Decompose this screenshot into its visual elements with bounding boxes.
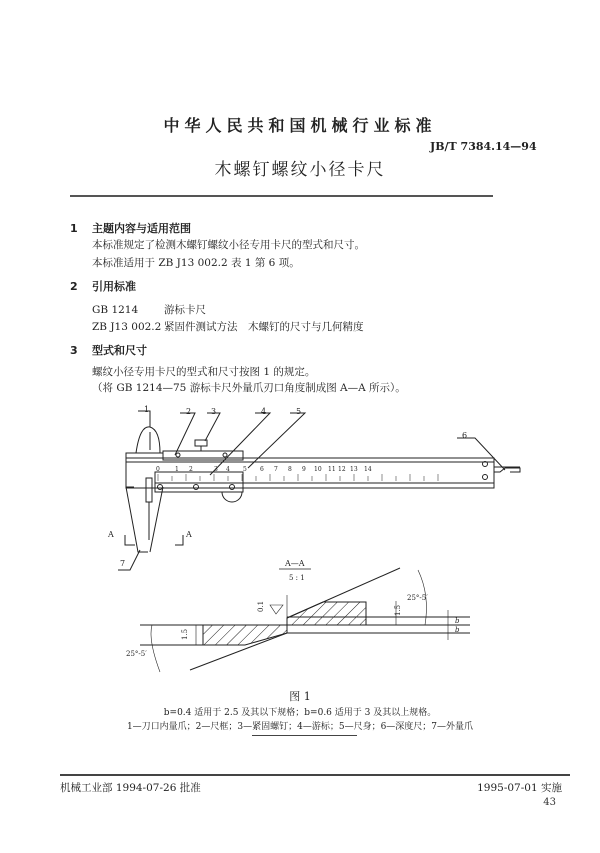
svg-text:14: 14 [364, 466, 372, 473]
implementation-date: 1995-07-01 实施 [477, 782, 562, 794]
svg-text:25°-5′: 25°-5′ [407, 594, 428, 602]
reference-title: 紧固件测试方法 木螺钉的尺寸与几何精度 [164, 321, 364, 333]
svg-text:A: A [186, 530, 192, 539]
end-rule [252, 735, 357, 736]
section-1-paragraph-1: 本标准规定了检测木螺钉螺纹小径专用卡尺的型式和尺寸。 [92, 239, 365, 251]
document-title: 木螺钉螺纹小径卡尺 [214, 160, 386, 180]
svg-text:3: 3 [214, 466, 218, 473]
svg-text:8: 8 [288, 466, 292, 473]
reference-code: GB 1214 [92, 304, 139, 316]
svg-text:3: 3 [211, 407, 217, 416]
svg-text:10: 10 [314, 466, 322, 473]
svg-text:2: 2 [186, 407, 192, 416]
svg-text:1.5: 1.5 [394, 604, 402, 616]
issuing-organization: 中华人民共和国机械行业标准 [163, 116, 437, 135]
svg-text:13: 13 [350, 466, 358, 473]
svg-text:25°-5′: 25°-5′ [126, 650, 147, 658]
section-1-heading: 1 主题内容与适用范围 [70, 222, 191, 235]
svg-text:6: 6 [260, 466, 264, 473]
figure-note: b=0.4 适用于 2.5 及其以下规格；b=0.6 适用于 3 及其以上规格。 [163, 708, 437, 718]
standard-number: JB/T 7384.14—94 [430, 140, 537, 153]
figure-caption: 图 1 [289, 690, 311, 703]
page-number: 43 [543, 797, 556, 808]
svg-text:4: 4 [261, 407, 267, 416]
svg-text:1: 1 [175, 466, 179, 473]
svg-text:0: 0 [156, 466, 160, 473]
reference-title: 游标卡尺 [164, 304, 206, 316]
svg-text:9: 9 [302, 466, 306, 473]
section-3-paragraph-1: 螺纹小径专用卡尺的型式和尺寸按图 1 的规定。 [92, 366, 316, 378]
approval-line: 机械工业部 1994-07-26 批准 [60, 782, 201, 794]
svg-text:A—A: A—A [285, 559, 305, 568]
svg-text:b: b [455, 617, 460, 625]
section-1-paragraph-2: 本标准适用于 ZB J13 002.2 表 1 第 6 项。 [92, 257, 300, 269]
svg-text:2: 2 [189, 466, 193, 473]
svg-text:6: 6 [462, 431, 468, 440]
svg-text:b: b [455, 626, 460, 634]
svg-text:1.5: 1.5 [181, 628, 189, 640]
svg-text:0.1: 0.1 [257, 600, 265, 612]
reference-code: ZB J13 002.2 [92, 321, 162, 333]
section-3-heading: 3 型式和尺寸 [70, 344, 147, 357]
svg-text:5 : 1: 5 : 1 [289, 574, 305, 582]
svg-text:4: 4 [226, 466, 230, 473]
section-2-heading: 2 引用标准 [70, 280, 136, 293]
svg-text:7: 7 [120, 559, 126, 568]
svg-text:5: 5 [296, 407, 302, 416]
svg-text:A: A [108, 530, 114, 539]
svg-text:7: 7 [274, 466, 278, 473]
svg-text:1: 1 [144, 405, 150, 414]
svg-text:5: 5 [243, 466, 247, 473]
footer-divider [60, 774, 570, 776]
svg-text:11: 11 [328, 466, 336, 473]
section-3-paragraph-2: （将 GB 1214—75 游标卡尺外量爪刃口角度制成图 A—A 所示）。 [92, 382, 406, 394]
figure-legend: 1—刀口内量爪；2—尺框；3—紧固螺钉；4—游标；5—尺身；6—深度尺；7—外量爪 [126, 722, 474, 732]
svg-text:12: 12 [338, 466, 346, 473]
